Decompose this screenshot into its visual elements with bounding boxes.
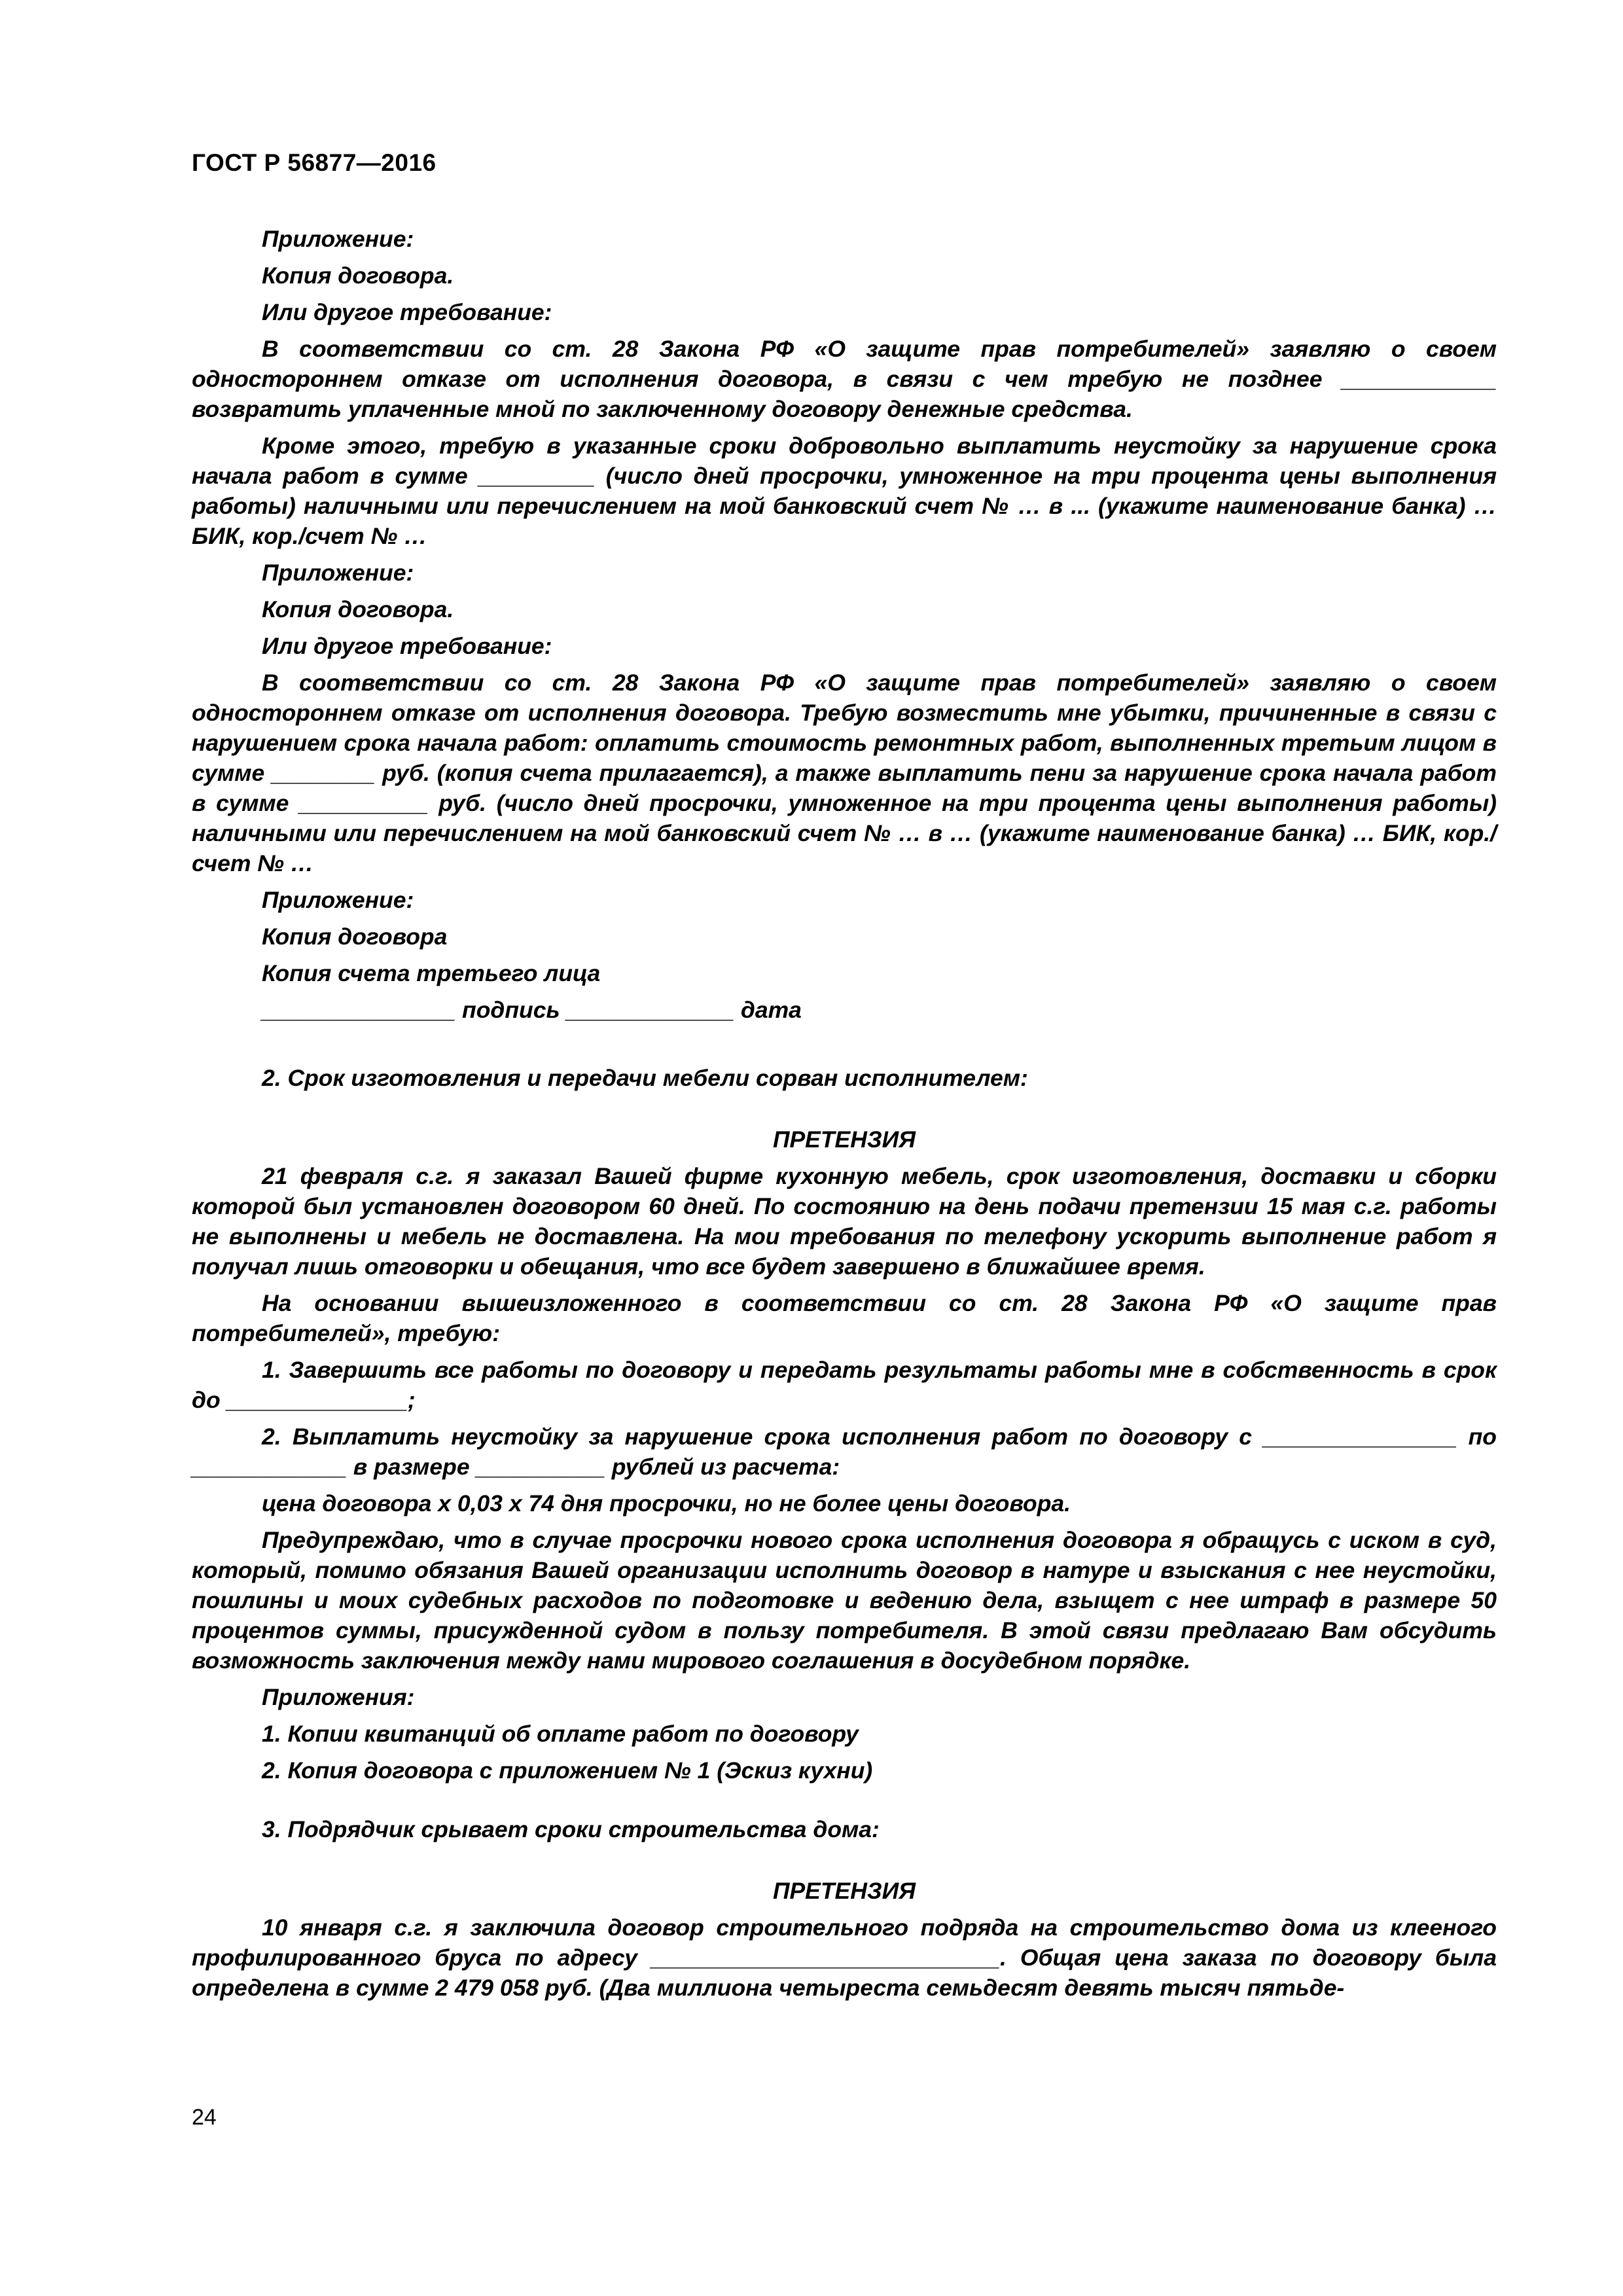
paragraph: На основании вышеизложенного в соответствии со ст. 28 Закона РФ «О защите прав потребителей», требую: [192, 1290, 1497, 1346]
paragraph: Или другое требование: [262, 299, 552, 325]
document-header: ГОСТ Р 56877—2016 [192, 149, 437, 176]
paragraph: 10 января с.г. я заключила договор строительного подряда на строительство дома из клееного профилированного бруса по адресу ___________________________. Общая цена заказа по договору была определена в сумме 2 479 058 руб. (Два миллиона четыреста семьдесят девять тысяч пятьде- [192, 1914, 1497, 2001]
paragraph: В соответствии со ст. 28 Закона РФ «О защите прав потребителей» заявляю о своем одностороннем отказе от исполнения договора. Требую возместить мне убытки, причиненные в связи с нарушением срока начала работ: оплатить стоимость ремонтных работ, выполненных третьим лицом в сумме ________ руб. (копия счета прилагается), а также выплатить пени за нарушение срока начала работ в сумме __________ руб. (число дней просрочки, умноженное на три процента цены выполнения работы) наличными или перечислением на мой банковский счет № … в … (укажите наименование банка) … БИК, кор./счет № … [192, 670, 1497, 876]
section-heading: 3. Подрядчик срывает сроки строительства дома: [262, 1816, 880, 1842]
paragraph: 1. Копии квитанций об оплате работ по договору [262, 1721, 859, 1747]
paragraph: Кроме этого, требую в указанные сроки добровольно выплатить неустойку за нарушение срока начала работ в сумме _________ (число дней просрочки, умноженное на три процента цены выполнения работы) наличными или перечислением на мой банковский счет № … в ... (укажите наименование банка) … БИК, кор./счет № … [192, 433, 1497, 549]
paragraph: Приложение: [262, 560, 414, 586]
spacer [192, 1851, 1497, 1876]
paragraph: 21 февраля с.г. я заказал Вашей фирме кухонную мебель, срок изготовления, доставки и сборки которой был установлен договором 60 дней. По состоянию на день подачи претензии 15 мая с.г. работы не выполнены и мебель не доставлена. На мои требования по телефону ускорить выполнение работ я получал лишь отговорки и обещания, что все будет завершено в ближайшее время. [192, 1163, 1497, 1280]
claim-title: ПРЕТЕНЗИЯ [772, 1126, 916, 1153]
paragraph: Копия счета третьего лица [262, 960, 601, 986]
paragraph: Приложение: [262, 887, 414, 913]
spacer [192, 1100, 1497, 1124]
paragraph: 2. Выплатить неустойку за нарушение срока исполнения работ по договору с _______________ по ____________ в размере __________ рублей из расчета: [192, 1424, 1497, 1480]
paragraph: Копия договора [262, 924, 448, 950]
paragraph: цена договора х 0,03 х 74 дня просрочки, но не более цены договора. [262, 1490, 1071, 1516]
document-body [192, 224, 1497, 2009]
paragraph: Приложение: [262, 226, 414, 252]
section-heading: 2. Срок изготовления и передачи мебели сорван исполнителем: [262, 1065, 1028, 1091]
claim-title: ПРЕТЕНЗИЯ [772, 1878, 916, 1904]
signature-line: _______________ подпись _____________ дата [262, 997, 802, 1023]
page-number: 24 [192, 2105, 217, 2130]
paragraph: Предупреждаю, что в случае просрочки нового срока исполнения договора я обращусь с иском в суд, который, помимо обязания Вашей организации исполнить договор в натуре и взыскания с нее неустойки, пошлины и моих судебных расходов по подготовке и ведению дела, взыщет с нее штраф в размере 50 процентов суммы, присужденной судом в пользу потребителя. В этой связи предлагаю Вам обсудить возможность заключения между нами мирового соглашения в досудебном порядке. [192, 1527, 1497, 1674]
paragraph: 2. Копия договора с приложением № 1 (Эскиз кухни) [262, 1757, 873, 1784]
spacer [192, 1792, 1497, 1814]
paragraph: Приложения: [262, 1684, 415, 1710]
paragraph: Копия договора. [262, 262, 454, 289]
spacer [192, 1031, 1497, 1063]
paragraph: 1. Завершить все работы по договору и передать результаты работы мне в собственность в срок до ______________; [192, 1357, 1497, 1413]
paragraph: В соответствии со ст. 28 Закона РФ «О защите прав потребителей» заявляю о своем одностороннем отказе от исполнения договора, в связи с чем требую не позднее ____________ возвратить уплаченные мной по заключенному договору денежные средства. [192, 336, 1497, 422]
paragraph: Копия договора. [262, 596, 454, 622]
paragraph: Или другое требование: [262, 633, 552, 659]
